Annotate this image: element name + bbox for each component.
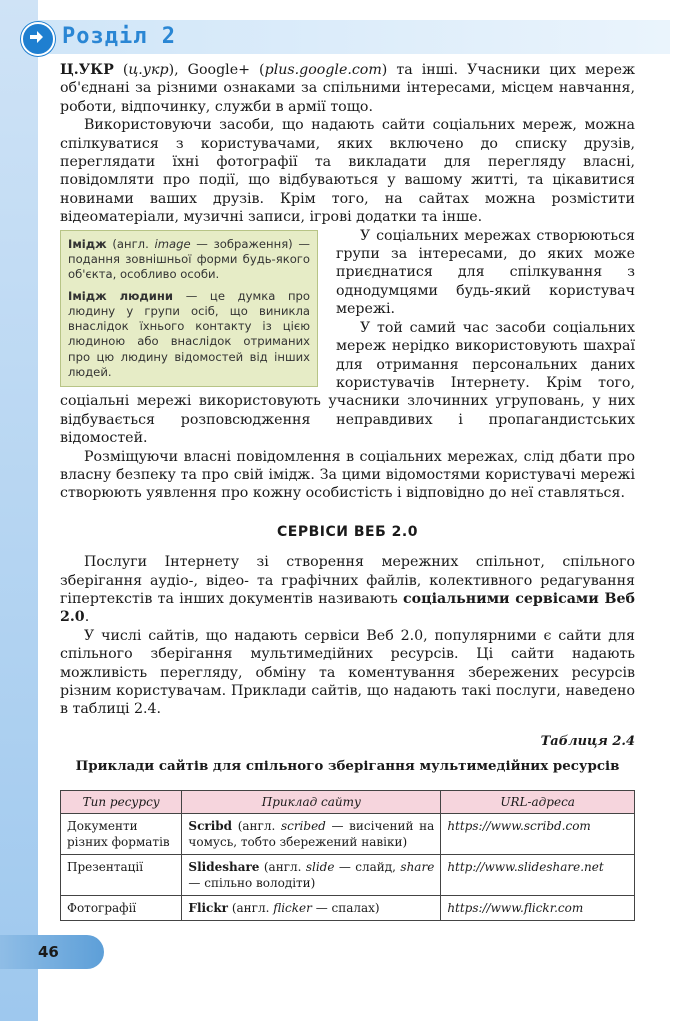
- table-label: Таблиця 2.4: [540, 733, 635, 749]
- paragraph-groups: У соціальних мережах створюються групи за інтересами, до яких може приєднатися для спілкування з однодумцями будь-який користувач мережі.: [336, 227, 635, 318]
- table-header-row: [61, 790, 635, 813]
- resource-type-cell: Презентації: [61, 854, 182, 895]
- intro-paragraph: Ц.УКР (ц.укр), Google+ (plus.google.com) та інші. Учасники цих мереж об'єднані за різними ознаками за спільними інтересами, місцем навчання, роботи, відпочинку, служби в армії тощо.: [60, 62, 636, 115]
- site-example-cell: Slideshare (англ. slide — слайд, share — спільно володіти): [182, 854, 441, 895]
- resources-table: [60, 790, 635, 921]
- paragraph-tools: Використовуючи засоби, що надають сайти соціальних мереж, можна спілкуватися з користувачами, яких включено до списку друзів, переглядати їхні фотографії та викладати для перегляду власні, повідомляти про події, що відбуваються у вашому житті, та цікавитися новинами ваших друзів. Крім того, на сайтах можна розмістити відеоматеріали, музичні записи, ігрові додатки та інше.: [60, 117, 635, 226]
- site-example-cell: Scribd (англ. scribed — висічений на чомусь, тобто збережений навіки): [182, 813, 441, 854]
- page-content: [60, 61, 635, 921]
- site-example-cell: Flickr (англ. flicker — спалах): [182, 895, 441, 920]
- table-header-cell: Приклад сайту: [182, 790, 441, 813]
- paragraph-fraud: У той самий час засоби соціальних мереж нерідко використовують шахраї для отримання персональних даних користувачів Інтернету. Крім того, соціальні мережі використовують учасники злочинних угруповань, у них відбувається розповсюдження неправдивих і пропагандистських відомостей.: [60, 319, 635, 447]
- page-number: 46: [38, 943, 59, 961]
- table-header-cell: Тип ресурсу: [61, 790, 182, 813]
- table-caption: Приклади сайтів для спільного зберігання мультимедійних ресурсів: [75, 758, 620, 775]
- paragraph-services: Послуги Інтернету зі створення мережних спільнот, спільного зберігання аудіо-, відео- та графічних файлів, колективного редагування гіпертекстів та інших документів називають соціальними сервісами Веб 2.0.: [60, 554, 635, 626]
- paragraph-sites: У числі сайтів, що надають сервіси Веб 2.0, популярними є сайти для спільного зберігання мультимедійних ресурсів. Ці сайти надають можливість перегляду, обміну та коментування збережених ресурсів різним користувачам. Приклади сайтів, що надають такі послуги, наведено в таблиці 2.4.: [60, 627, 635, 718]
- table-row: [61, 854, 635, 895]
- url-cell: https://www.scribd.com: [441, 813, 635, 854]
- definition-image: Імідж (англ. image — зображення) — подання зовнішньої форми будь-якого об'єкта, особливо особи.: [68, 236, 310, 282]
- side-strip: [0, 0, 38, 1021]
- url-cell: https://www.flickr.com: [441, 895, 635, 920]
- resource-type-cell: Фотографії: [61, 895, 182, 920]
- table-row: [61, 895, 635, 920]
- table-row: [61, 813, 635, 854]
- section-heading: СЕРВІСИ ВЕБ 2.0: [277, 523, 418, 540]
- table-header-cell: URL-адреса: [441, 790, 635, 813]
- paragraph-safety: Розміщуючи власні повідомлення в соціальних мережах, слід дбати про власну безпеку та про свій імідж. За цими відомостями користувачі мережі створюють уявлення про кожну особистість і відповідно до неї ставляться.: [60, 448, 635, 502]
- url-cell: http://www.slideshare.net: [441, 854, 635, 895]
- term-cukr: Ц.УКР: [60, 62, 114, 78]
- section-title: Розділ 2: [62, 24, 176, 49]
- arrow-right-icon: [21, 22, 55, 56]
- resource-type-cell: Документи різних форматів: [61, 813, 182, 854]
- definition-box: [60, 230, 318, 388]
- definition-image-person: Імідж людини — це думка про людину у групи осіб, що виникла внаслідок їхнього контакту із цією людиною або внаслідок отриманих про цю людину відомостей від інших людей.: [68, 288, 310, 380]
